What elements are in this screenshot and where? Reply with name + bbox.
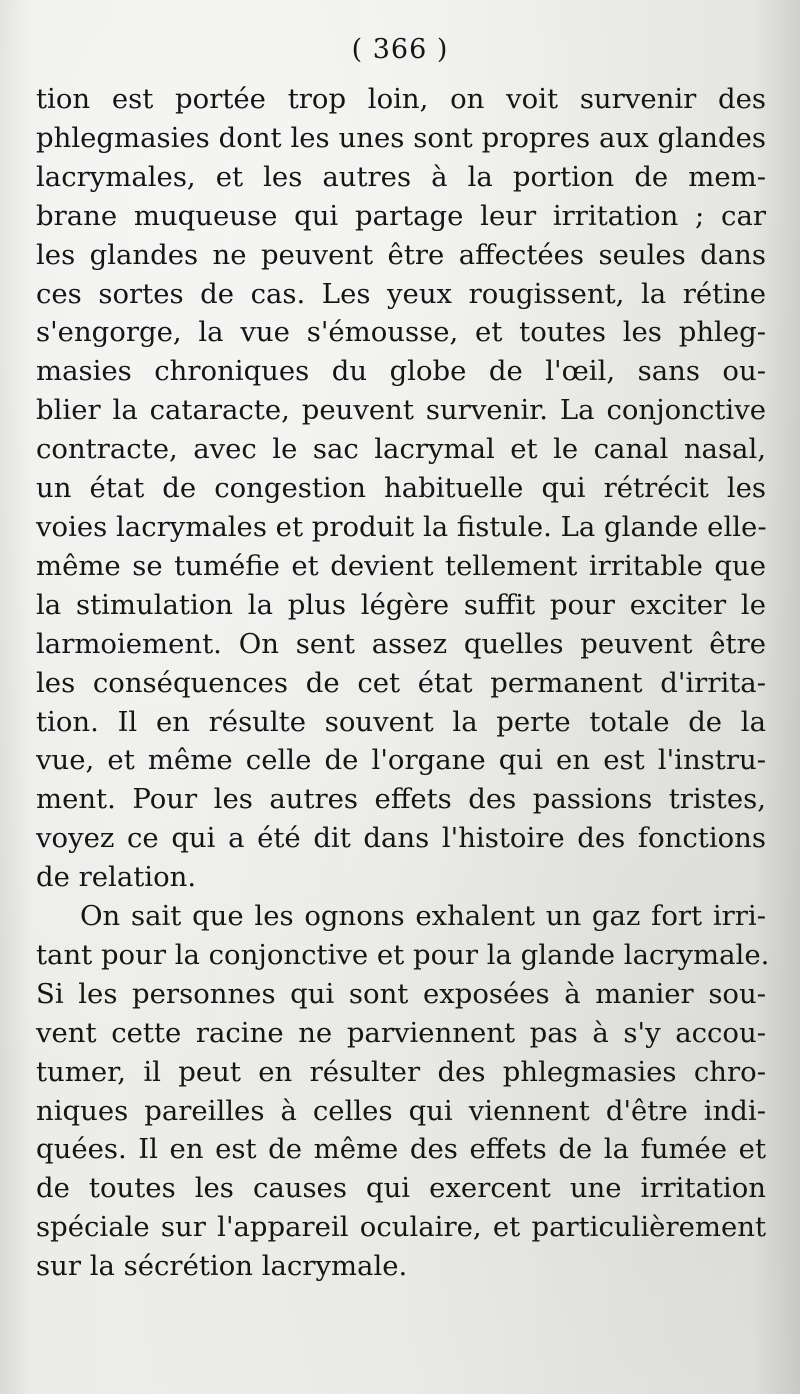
text-line: les glandes ne peuvent être affectées seules dans bbox=[36, 238, 766, 271]
text-line: vue, et même celle de l'organe qui en est l'instru- bbox=[36, 744, 766, 777]
text-line: tumer, il peut en résulter des phlegmasies chro- bbox=[36, 1055, 766, 1088]
text-line: tion. Il en résulte souvent la perte totale de la bbox=[36, 705, 766, 738]
text-line: phlegmasies dont les unes sont propres aux glandes bbox=[36, 121, 766, 154]
text-line: de relation. bbox=[36, 861, 197, 894]
text-line: quées. Il en est de même des effets de la fumée et bbox=[36, 1133, 766, 1166]
body-text bbox=[36, 80, 770, 1286]
text-line: On sait que les ognons exhalent un gaz fort irri- bbox=[80, 900, 766, 933]
text-line: masies chroniques du globe de l'œil, sans ou- bbox=[36, 355, 766, 388]
paragraph-1 bbox=[36, 80, 766, 897]
text-line: les conséquences de cet état permanent d'irrita- bbox=[36, 666, 766, 699]
text-line: même se tuméfie et devient tellement irritable que bbox=[36, 549, 766, 582]
text-line: ces sortes de cas. Les yeux rougissent, la rétine bbox=[36, 277, 766, 310]
text-line: sur la sécrétion lacrymale. bbox=[36, 1250, 408, 1283]
text-line: ment. Pour les autres effets des passions tristes, bbox=[36, 783, 766, 816]
text-line: tant pour la conjonctive et pour la glande lacrymale. bbox=[36, 938, 770, 971]
text-line: voies lacrymales et produit la fistule. La glande elle- bbox=[36, 510, 767, 543]
text-line: contracte, avec le sac lacrymal et le canal nasal, bbox=[36, 433, 766, 466]
text-line: spéciale sur l'appareil oculaire, et particulièrement bbox=[36, 1211, 766, 1244]
text-line: s'engorge, la vue s'émousse, et toutes les phleg- bbox=[36, 316, 766, 349]
text-line: voyez ce qui a été dit dans l'histoire des fonctions bbox=[36, 822, 766, 855]
text-line: Si les personnes qui sont exposées à manier sou- bbox=[36, 977, 766, 1010]
page-number: ( 366 ) bbox=[351, 34, 449, 65]
text-line: un état de congestion habituelle qui rétrécit les bbox=[36, 472, 766, 505]
text-line: niques pareilles à celles qui viennent d'être indi- bbox=[36, 1094, 766, 1127]
text-line: lacrymales, et les autres à la portion de mem- bbox=[36, 160, 766, 193]
text-line: la stimulation la plus légère suffit pour exciter le bbox=[36, 588, 766, 621]
text-line: brane muqueuse qui partage leur irritation ; car bbox=[36, 199, 766, 232]
text-line: de toutes les causes qui exercent une irritation bbox=[36, 1172, 766, 1205]
text-line: tion est portée trop loin, on voit survenir des bbox=[36, 83, 766, 115]
text-line: blier la cataracte, peuvent survenir. La conjonctive bbox=[36, 394, 766, 427]
text-line: vent cette racine ne parviennent pas à s'y accou- bbox=[36, 1016, 766, 1049]
paragraph-2 bbox=[36, 897, 770, 1286]
text-line: larmoiement. On sent assez quelles peuvent être bbox=[36, 627, 766, 660]
